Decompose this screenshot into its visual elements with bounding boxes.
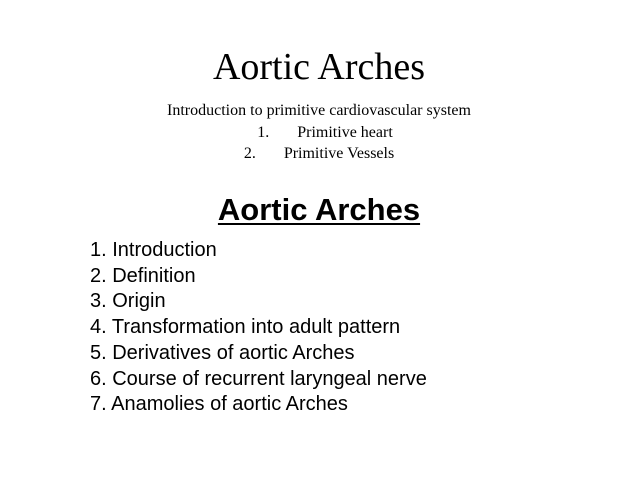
outline-item-origin: 3. Origin bbox=[90, 290, 166, 313]
outline-item-transformation: 4. Transformation into adult pattern bbox=[90, 316, 401, 339]
intro-list bbox=[0, 122, 638, 164]
intro-item-text: Primitive Vessels bbox=[283, 145, 395, 162]
outline-item-recurrent-laryngeal-nerve: 6. Course of recurrent laryngeal nerve bbox=[90, 367, 427, 390]
outline-list bbox=[90, 238, 427, 418]
outline-item-definition: 2. Definition bbox=[90, 264, 196, 287]
intro-item-primitive-heart bbox=[0, 122, 638, 143]
slide-title: Aortic Arches bbox=[212, 46, 426, 88]
outline-item-introduction: 1. Introduction bbox=[90, 239, 217, 261]
intro-item-number: 1. bbox=[257, 124, 270, 141]
intro-heading: Introduction to primitive cardiovascular system bbox=[167, 102, 471, 119]
intro-block bbox=[0, 100, 638, 164]
slide-subtitle: Aortic Arches bbox=[217, 192, 421, 227]
intro-item-text: Primitive heart bbox=[297, 124, 393, 141]
outline-item-anomalies: 7. Anamolies of aortic Arches bbox=[90, 393, 348, 416]
outline-item-derivatives: 5. Derivatives of aortic Arches bbox=[90, 341, 355, 364]
intro-item-number: 2. bbox=[243, 145, 256, 162]
intro-item-primitive-vessels bbox=[0, 143, 638, 164]
